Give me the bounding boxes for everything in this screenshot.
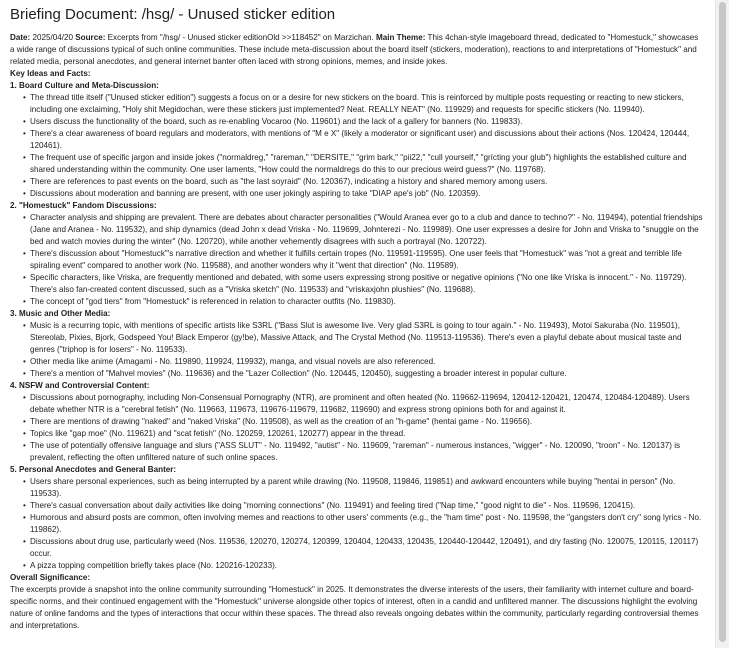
- date-label: Date:: [10, 33, 31, 42]
- list-item: • A pizza topping competition briefly takes place (No. 120216-120233).: [30, 560, 704, 572]
- list-item: • The frequent use of specific jargon and inside jokes ("normaldreg," "rareman," "DERSITE," "grim bark," "pii22," "cull yourself," "grícting your glub") highlights the established culture and shared understanding within the community. One user laments, "How could the normaldregs do this to our precious weird guess?" (No. 119768).: [30, 152, 704, 176]
- list-item: • Topics like "gap moe" (No. 119621) and "scat fetish" (No. 120259, 120261, 120277) appear in the thread.: [30, 428, 704, 440]
- section-personal-banter: [10, 464, 704, 572]
- list-item: • Music is a recurring topic, with mentions of specific artists like S3RL ("Bass Slut is awesome live. Very glad S3RL is going to tour again." - No. 119493), Motoi Sakuraba (No. 119501), Stereolab, Pixies, Bjork, Godspeed You! Black Emperor (gy!be), Massive Attack, and The Crystal Method (No. 119513-119536). There's even a playful debate about musical taste and genres ("triphop is for losers" - No. 119533).: [30, 320, 704, 356]
- source-label: Source:: [75, 33, 106, 42]
- list-item: • There's discussion about "Homestuck"'s narrative direction and whether it fulfills certain tropes (No. 119591-119595). One user feels that "Homestuck" was "not a great and terrible life spiraling event" compared to another work (No. 119588), and another wonders why it "went that direction" (No. 119589).: [30, 248, 704, 272]
- section-music-media: [10, 308, 704, 380]
- list-item: • There are references to past events on the board, such as "the last soyraid" (No. 120367), indicating a history and shared memory among users.: [30, 176, 704, 188]
- vertical-scrollbar[interactable]: [715, 0, 729, 648]
- bullet-list: [10, 92, 704, 200]
- list-item: • Discussions about moderation and banning are present, with one user jokingly aspiring to take "DIAP ape's job" (No. 120359).: [30, 188, 704, 200]
- list-item: • Specific characters, like Vriska, are frequently mentioned and debated, with some users expressing strong positive or negative opinions ("No one like Vriska is innocent." - No. 119729). There's also fan-created content discussed, such as a "Vriska sketch" (No. 119533) and "vriskaxjohn plushies" (No. 119688).: [30, 272, 704, 296]
- section-heading: 1. Board Culture and Meta-Discussion:: [10, 81, 159, 90]
- intro-paragraph: [10, 32, 704, 68]
- bullet-list: [10, 392, 704, 464]
- section-homestuck-fandom: [10, 200, 704, 308]
- section-heading: 4. NSFW and Controversial Content:: [10, 381, 150, 390]
- key-ideas-heading: Key Ideas and Facts:: [10, 69, 91, 78]
- section-heading: 3. Music and Other Media:: [10, 309, 111, 318]
- bullet-list: [10, 212, 704, 308]
- list-item: • Users share personal experiences, such as being interrupted by a parent while drawing (No. 119508, 119846, 119851) and awkward encounters while buying "hentai in person" (No. 119533).: [30, 476, 704, 500]
- list-item: • Humorous and absurd posts are common, often involving memes and reactions to other users' comments (e.g., the "ham time" post - No. 119598, the "gangsters don't cry" song lyrics - No. 119862).: [30, 512, 704, 536]
- overall-significance-text: The excerpts provide a snapshot into the online community surrounding "Homestuck" in 2025. It demonstrates the diverse interests of the users, their familiarity with internet culture and board-specific norms, and their continued engagement with the "Homestuck" universe alongside other topics of interest, often in a candid and unfiltered manner. The discussions highlight the evolving nature of online fandoms and the types of interactions that occur within these spaces. The thread also reveals ongoing debates within the community, particularly regarding controversial themes and interpretations.: [10, 585, 699, 630]
- scrollbar-thumb[interactable]: [719, 2, 726, 642]
- section-nsfw: [10, 380, 704, 464]
- list-item: • Character analysis and shipping are prevalent. There are debates about character personalities ("Would Aranea ever go to a club and dance to techno?" - No. 119494), potential friendships (Jane and Aranea - No. 119532), and ship dynamics (dead John x dead Vriska - No. 119699, Johnterezi - No. 119989). One user expresses a desire for John and Vriska to "snuggle on the bed and watch movies during the winter" (No. 120720), while another vehemently disagrees with such a portrayal (No. 120722).: [30, 212, 704, 248]
- section-board-culture: [10, 80, 704, 200]
- date-value: 2025/04/20: [30, 33, 76, 42]
- list-item: • The concept of "god tiers" from "Homestuck" is referenced in relation to character outfits (No. 119830).: [30, 296, 704, 308]
- overall-significance-heading: Overall Significance:: [10, 573, 91, 582]
- list-item: • There's casual conversation about daily activities like doing "morning connections" (No. 119491) and feeling tired ("Nap time," "good night to die" - Nos. 119596, 120415).: [30, 500, 704, 512]
- main-theme-value: This 4chan-style imageboard thread, dedicated to "Homestuck," showcases a wide range of discussions typical of such online communities. These include meta-discussion about the board itself (stickers, moderation), reactions to and interpretations of "Homestuck" and related media, personal anecdotes, and general internet banter often laced with strong opinions, memes, and inside jokes.: [10, 33, 699, 66]
- list-item: • Discussions about pornography, including Non-Consensual Pornography (NTR), are prominent and often heated (No. 119662-119694, 120412-120421, 120474, 120484-120489). Users debate whether NTR is a "cerebral fetish" (No. 119663, 119673, 119676-119679, 119682, 119690) and express strong opinions both for and against it.: [30, 392, 704, 416]
- bullet-list: [10, 320, 704, 380]
- list-item: • There's a clear awareness of board regulars and moderators, with mentions of "M e X" (likely a moderator or significant user) and discussions about their actions (Nos. 120424, 120444, 120461).: [30, 128, 704, 152]
- section-heading: 2. "Homestuck" Fandom Discussions:: [10, 201, 157, 210]
- list-item: • There are mentions of drawing "naked" and "naked Vriska" (No. 119508), as well as the creation of an "h-game" (hentai game - No. 119656).: [30, 416, 704, 428]
- main-theme-label: Main Theme:: [375, 33, 426, 42]
- section-heading: 5. Personal Anecdotes and General Banter:: [10, 465, 177, 474]
- list-item: • Users discuss the functionality of the board, such as re-enabling Vocaroo (No. 119601) and the lack of a gallery for banners (No. 119833).: [30, 116, 704, 128]
- list-item: • Discussions about drug use, particularly weed (Nos. 119536, 120270, 120274, 120399, 120404, 120433, 120435, 120440-120442, 120491), and dry fasting (No. 120075, 120115, 120117) occur.: [30, 536, 704, 560]
- source-value: Excerpts from "/hsg/ - Unused sticker editionOld >>118452" on Marzichan.: [105, 33, 376, 42]
- list-item: • Other media like anime (Amagami - No. 119890, 119924, 119932), manga, and visual novels are also referenced.: [30, 356, 704, 368]
- bullet-list: [10, 476, 704, 572]
- list-item: • The thread title itself ("Unused sticker edition") suggests a focus on or a desire for new stickers on the board. This is reinforced by multiple posts requesting or reacting to new stickers, including one exclaiming, "Holy shit Megidochan, were these stickers just implemented? Neat. REALLY NEAT" (No. 119929) and requests for specific stickers (No. 119940).: [30, 92, 704, 116]
- document-title: Briefing Document: /hsg/ - Unused sticker edition: [10, 6, 336, 23]
- list-item: • The use of potentially offensive language and slurs ("ASS SLUT" - No. 119492, "autist" - No. 119609, "rareman" - numerous instances, "wigger" - No. 120090, "troon" - No. 120137) is prevalent, reflecting the often unfiltered nature of such online spaces.: [30, 440, 704, 464]
- list-item: • There's a mention of "Mahvel movies" (No. 119636) and the "Lazer Collection" (No. 120445, 120450), suggesting a broader interest in popular culture.: [30, 368, 704, 380]
